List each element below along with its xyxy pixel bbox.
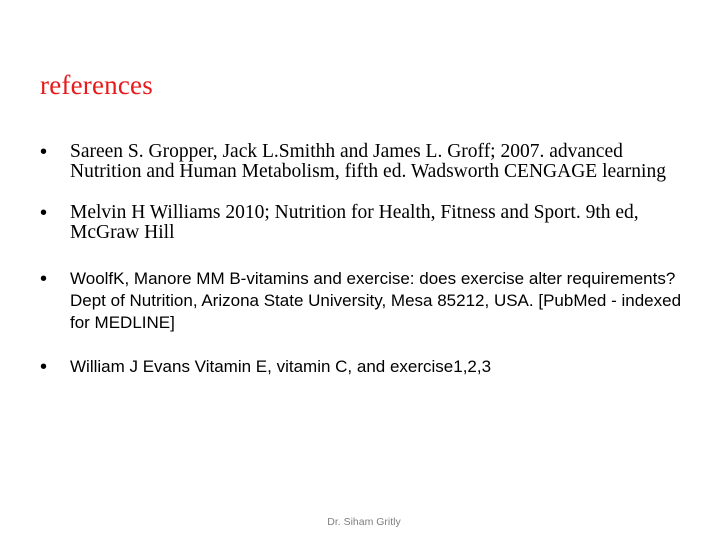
bullet-icon: • bbox=[40, 202, 48, 224]
bullet-icon: • bbox=[40, 141, 48, 163]
reference-item bbox=[0, 142, 728, 182]
reference-text: WoolfK, Manore MM B-vitamins and exercise: does exercise alter requirements? Dept of Nutrition, Arizona State University, Mesa 85212, USA. [PubMed - indexed for MEDLINE] bbox=[70, 269, 682, 332]
reference-text: Melvin H Williams 2010; Nutrition for Health, Fitness and Sport. 9th ed, McGraw Hill bbox=[70, 202, 639, 243]
reference-item bbox=[0, 268, 728, 334]
reference-item bbox=[0, 356, 728, 378]
bullet-icon: • bbox=[40, 268, 48, 290]
reference-item bbox=[0, 203, 728, 243]
reference-text: William J Evans Vitamin E, vitamin C, and exercise1,2,3 bbox=[70, 357, 492, 376]
slide-title: references bbox=[40, 70, 153, 100]
bullet-icon: • bbox=[40, 356, 48, 378]
reference-list bbox=[0, 142, 728, 378]
footer-author: Dr. Siham Gritly bbox=[327, 516, 401, 528]
reference-text: Sareen S. Gropper, Jack L.Smithh and James L. Groff; 2007. advanced Nutrition and Human Metabolism, fifth ed. Wadsworth CENGAGE learning bbox=[70, 141, 666, 182]
